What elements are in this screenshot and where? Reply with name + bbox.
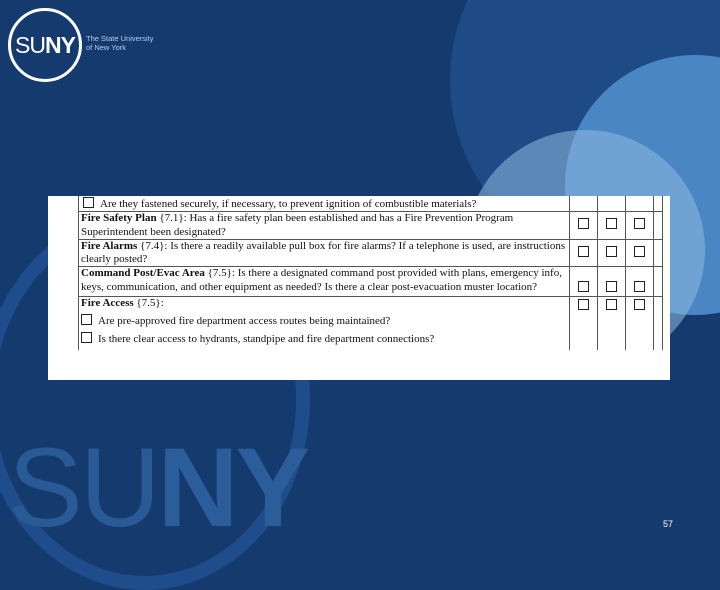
- logo-tagline: [86, 34, 154, 52]
- answer-cell: [626, 196, 654, 212]
- checkbox[interactable]: [578, 246, 589, 257]
- checklist-table: [78, 196, 663, 350]
- command-post-question: [79, 267, 570, 296]
- answer-cell: [598, 267, 626, 296]
- row-title: Fire Access: [81, 296, 134, 309]
- checkbox[interactable]: [634, 281, 645, 292]
- row-title: Fire Safety Plan: [81, 212, 157, 225]
- checkbox[interactable]: [634, 218, 645, 229]
- answer-cell: [654, 212, 663, 240]
- checkbox[interactable]: [81, 314, 92, 325]
- checkbox[interactable]: [606, 218, 617, 229]
- row-text: Is there a readily available pull box for fire alarms? If a telephone is used, are instructions clearly posted?: [81, 239, 566, 266]
- fire-access-question: [79, 296, 570, 349]
- fire-alarms-question: [79, 239, 570, 267]
- row-ref: {7.5}:: [204, 267, 235, 280]
- suny-watermark: [8, 425, 308, 550]
- table-row: [79, 267, 663, 296]
- checkbox[interactable]: [578, 281, 589, 292]
- answer-cell: [654, 296, 663, 349]
- checkbox[interactable]: [606, 281, 617, 292]
- list-item: [81, 314, 567, 328]
- answer-cell: [626, 212, 654, 240]
- tagline-line-1: The State University: [86, 34, 154, 43]
- sub-item-text: Are pre-approved fire department access routes being maintained?: [98, 315, 391, 328]
- answer-cell: [626, 239, 654, 267]
- checkbox[interactable]: [634, 299, 645, 310]
- table-row: [79, 239, 663, 267]
- checkbox[interactable]: [634, 246, 645, 257]
- answer-cell: [626, 296, 654, 349]
- answer-cell: [570, 296, 598, 349]
- row-title: Command Post/Evac Area: [81, 267, 205, 280]
- answer-cell: [598, 239, 626, 267]
- row-title: Fire Alarms: [81, 239, 138, 252]
- answer-cell: [654, 196, 663, 212]
- watermark-ny: NY: [157, 425, 308, 550]
- checklist-document: [48, 196, 670, 380]
- checkbox[interactable]: [606, 246, 617, 257]
- answer-cell: [598, 212, 626, 240]
- checkbox[interactable]: [578, 299, 589, 310]
- answer-cell: [570, 239, 598, 267]
- answer-cell: [570, 212, 598, 240]
- checkbox[interactable]: [606, 299, 617, 310]
- fire-safety-plan-question: [79, 212, 570, 240]
- table-row: [79, 296, 663, 349]
- list-item: [81, 332, 567, 346]
- page-number: 57: [663, 519, 674, 529]
- checkbox[interactable]: [83, 197, 94, 208]
- tagline-line-2: of New York: [86, 43, 127, 52]
- answer-cell: [598, 196, 626, 212]
- table-row: [79, 212, 663, 240]
- table-row: [79, 196, 663, 212]
- sub-item-text: Is there clear access to hydrants, standpipe and fire department connections?: [98, 333, 435, 346]
- logo-ny: NY: [45, 31, 75, 58]
- answer-cell: [654, 267, 663, 296]
- row-ref: {7.5}:: [133, 296, 164, 309]
- row-text: Is there a designated command post provided with plans, emergency info, keys, communication, and other equipment as needed? Is there a clear post-evacuation muster location?: [81, 267, 562, 293]
- checklist-top-item: [79, 196, 570, 212]
- row-ref: {7.4}:: [137, 239, 168, 252]
- row-text: Has a fire safety plan been established and has a Fire Prevention Program Superintendent been designated?: [81, 212, 514, 238]
- answer-cell: [570, 267, 598, 296]
- checkbox[interactable]: [81, 332, 92, 343]
- answer-cell: [570, 196, 598, 212]
- answer-cell: [626, 267, 654, 296]
- checkbox[interactable]: [578, 218, 589, 229]
- answer-cell: [654, 239, 663, 267]
- answer-cell: [598, 296, 626, 349]
- watermark-su: SU: [8, 425, 158, 550]
- row-ref: {7.1}:: [156, 212, 187, 225]
- suny-logo: [8, 8, 82, 82]
- checklist-item-text: Are they fastened securely, if necessary, to prevent ignition of combustible materials?: [100, 198, 477, 210]
- logo-su: SU: [15, 31, 45, 58]
